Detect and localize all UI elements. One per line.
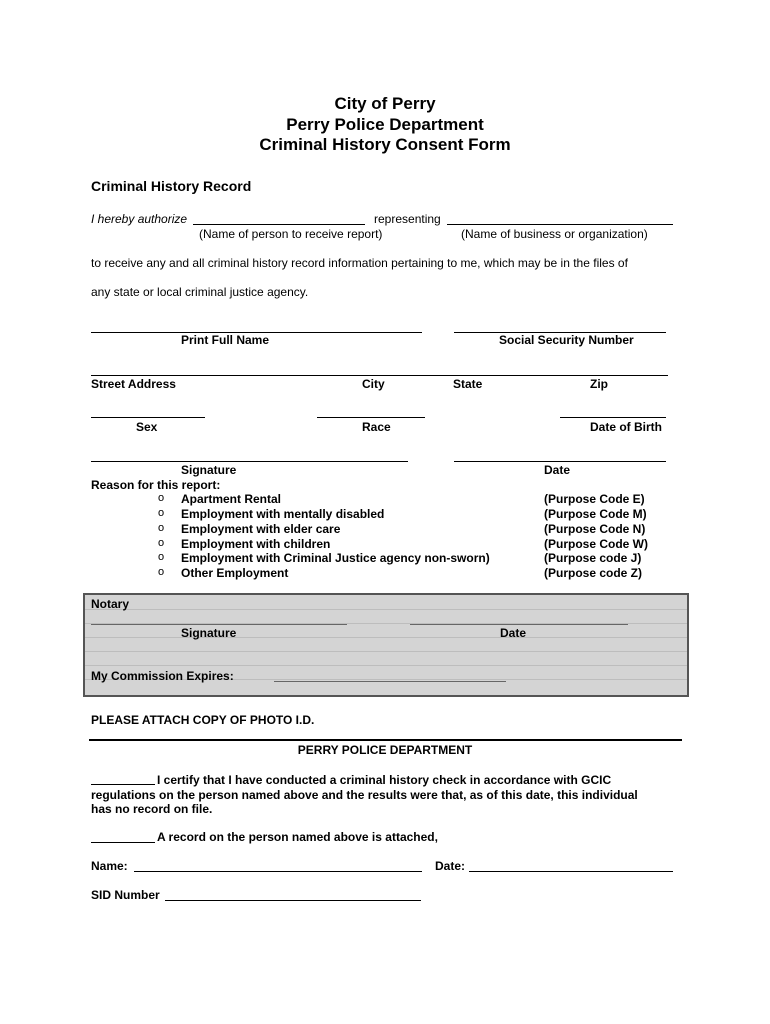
notary-ruling	[85, 609, 687, 610]
reason-item-code: (Purpose Code M)	[544, 507, 647, 521]
notary-signature-field[interactable]	[91, 624, 347, 625]
dob-field[interactable]	[560, 417, 666, 418]
date-label: Date	[544, 463, 571, 477]
officer-date-field[interactable]	[469, 871, 673, 872]
sex-field[interactable]	[91, 417, 205, 418]
reason-item-code: (Purpose code Z)	[544, 566, 643, 580]
race-label: Race	[362, 420, 391, 434]
consent-text-line2: any state or local criminal justice agency.	[91, 285, 309, 299]
business-caption: (Name of business or organization)	[461, 227, 648, 241]
certify-line3: has no record on file.	[91, 802, 213, 816]
ssn-label: Social Security Number	[499, 333, 634, 347]
notary-date-field[interactable]	[410, 624, 628, 625]
zip-label: Zip	[590, 377, 608, 391]
reason-item-label: Employment with mentally disabled	[181, 507, 385, 521]
header-city: City of Perry	[334, 94, 436, 113]
bullet-icon: o	[158, 507, 165, 519]
name-caption: (Name of person to receive report)	[199, 227, 383, 241]
reason-item-label: Other Employment	[181, 566, 289, 580]
commission-label: My Commission Expires:	[91, 669, 234, 683]
notary-box	[83, 593, 689, 697]
bullet-icon: o	[158, 537, 165, 549]
reason-item-code: (Purpose Code N)	[544, 522, 646, 536]
signature-date-field[interactable]	[454, 461, 666, 462]
dob-label: Date of Birth	[590, 420, 662, 434]
state-label: State	[453, 377, 483, 391]
reason-item-code: (Purpose code J)	[544, 551, 642, 565]
bullet-icon: o	[158, 551, 165, 563]
bullet-icon: o	[158, 492, 165, 504]
attach-note: PLEASE ATTACH COPY OF PHOTO I.D.	[91, 713, 315, 727]
officer-name-field[interactable]	[134, 871, 422, 872]
bullet-icon: o	[158, 566, 165, 578]
authorize-prefix: I hereby authorize	[91, 212, 188, 226]
reason-item-code: (Purpose Code E)	[544, 492, 645, 506]
section-divider	[89, 739, 682, 741]
street-address-label: Street Address	[91, 377, 176, 391]
dept-section-title: PERRY POLICE DEPARTMENT	[297, 743, 473, 757]
authorized-person-field[interactable]	[193, 224, 365, 225]
certify-line1: I certify that I have conducted a criminal history check in accordance with GCIC	[157, 773, 612, 787]
print-full-name-label: Print Full Name	[181, 333, 270, 347]
reason-label: Reason for this report:	[91, 478, 221, 492]
reason-item-label: Apartment Rental	[181, 492, 282, 506]
commission-field[interactable]	[274, 681, 506, 682]
notary-ruling	[85, 637, 687, 638]
consent-text-line1: to receive any and all criminal history record information pertaining to me, which may be in the files of	[91, 256, 628, 270]
sid-number-field[interactable]	[165, 900, 421, 901]
notary-title: Notary	[91, 597, 130, 611]
reason-item-label: Employment with Criminal Justice agency non-sworn)	[181, 551, 490, 565]
reason-item-label: Employment with elder care	[181, 522, 341, 536]
organization-field[interactable]	[447, 224, 673, 225]
record-attached-text: A record on the person named above is attached,	[157, 830, 438, 844]
notary-ruling	[85, 651, 687, 652]
no-record-check-field[interactable]	[91, 784, 155, 785]
certify-line2: regulations on the person named above and the results were that, as of this date, this individual	[91, 788, 638, 802]
signature-field[interactable]	[91, 461, 408, 462]
city-label: City	[362, 377, 385, 391]
header-department: Perry Police Department	[286, 115, 484, 134]
reason-item-code: (Purpose Code W)	[544, 537, 648, 551]
address-field[interactable]	[91, 375, 668, 376]
officer-date-label: Date:	[435, 859, 466, 873]
race-field[interactable]	[317, 417, 425, 418]
section-title: Criminal History Record	[91, 178, 252, 194]
notary-signature-label: Signature	[181, 626, 237, 640]
officer-name-label: Name:	[91, 859, 128, 873]
bullet-icon: o	[158, 522, 165, 534]
reason-item-label: Employment with children	[181, 537, 331, 551]
sid-number-label: SID Number	[91, 888, 160, 902]
signature-label: Signature	[181, 463, 237, 477]
representing-label: representing	[374, 212, 441, 226]
sex-label: Sex	[136, 420, 158, 434]
notary-ruling	[85, 665, 687, 666]
record-attached-check-field[interactable]	[91, 842, 155, 843]
notary-date-label: Date	[500, 626, 527, 640]
header-form-title: Criminal History Consent Form	[259, 135, 511, 154]
